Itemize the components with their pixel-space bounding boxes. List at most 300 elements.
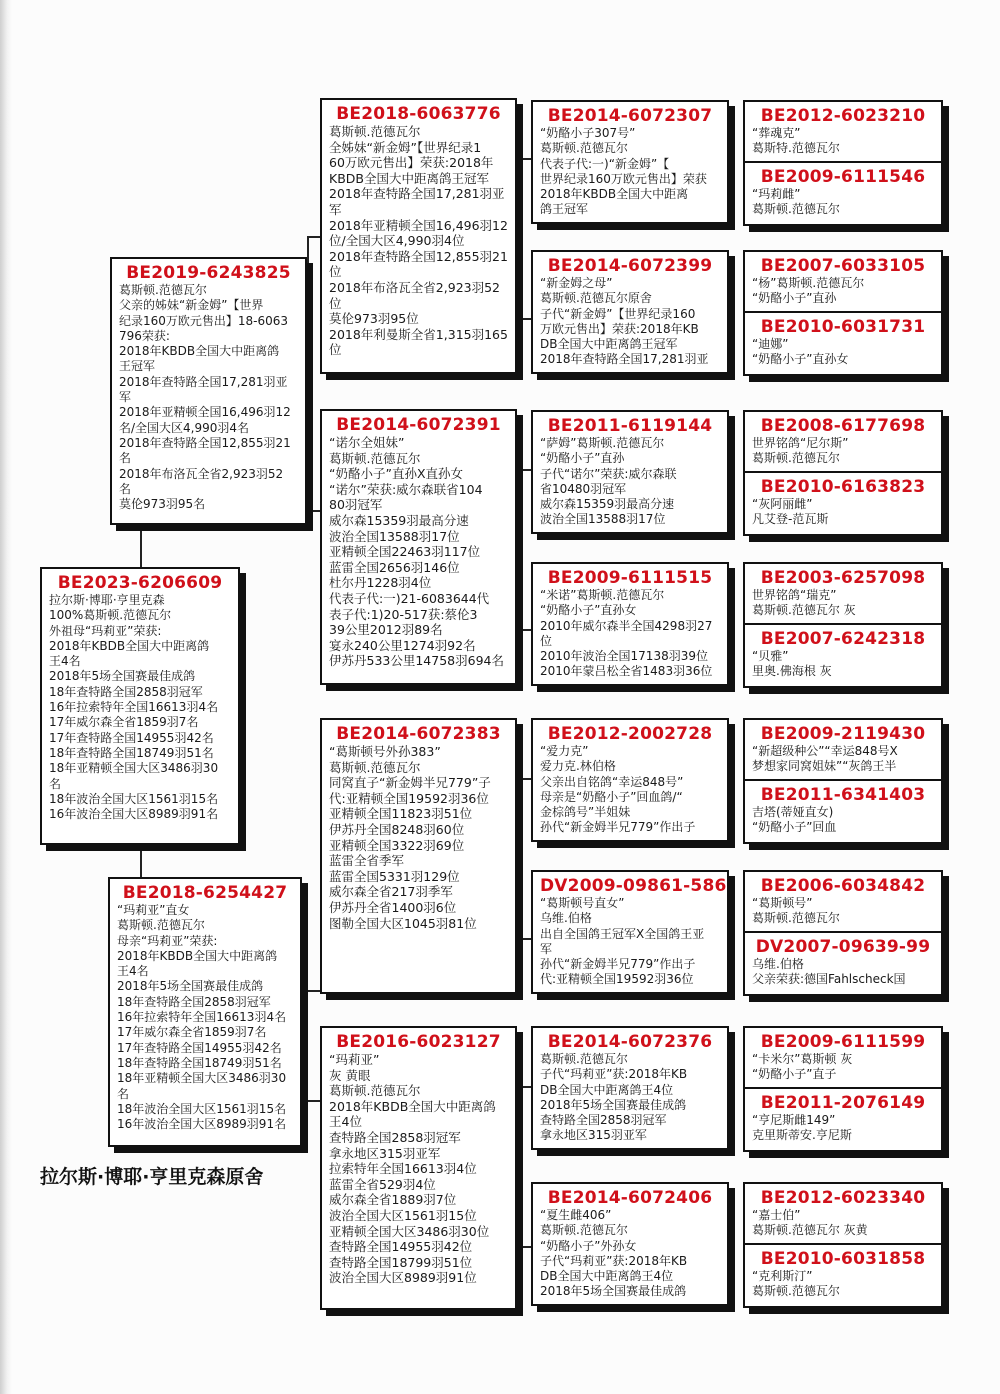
detail-line: “奶酪小子”回血: [752, 819, 837, 834]
pigeon-details: [540, 1052, 720, 1144]
detail-line: “奶酪小子”直子: [752, 1067, 837, 1082]
detail-line: 亚精顿全国大区3486羽30位: [329, 1223, 490, 1239]
pigeon-details: [752, 187, 934, 218]
detail-line: “新超级种公”“幸运848号X: [752, 744, 898, 758]
detail-line: DB全国大中距离鸽王4位: [540, 1269, 674, 1284]
detail-line: 葛斯顿.范德瓦尔: [752, 911, 840, 926]
ring-number: BE2009-6111546: [760, 166, 926, 187]
detail-line: 拉尔斯·博耶·亨里克森: [49, 593, 165, 607]
detail-line: 里奥.佛海根 灰: [752, 663, 832, 678]
detail-line: 18年亚精顿全国大区3486羽30: [117, 1071, 287, 1086]
detail-line: 名: [117, 1086, 130, 1101]
ring-number: BE2014-6072383: [336, 724, 501, 744]
detail-line: 18年查特路全国2858羽冠军: [117, 994, 271, 1009]
detail-line: “奶酪小子”直孙: [540, 451, 625, 466]
connector-line: [302, 1100, 320, 1102]
detail-line: “葛斯顿号”: [752, 896, 813, 910]
ancestor-dam: [745, 779, 941, 836]
detail-line: 金棕鸽号”半姐妹: [540, 805, 631, 820]
great-grandparent-card: [531, 250, 729, 374]
detail-line: 2018年KBDB全国大中距离: [540, 187, 689, 202]
pigeon-details: [752, 649, 934, 680]
detail-line: 爱力克.林伯格: [540, 759, 616, 774]
pigeon-details: [752, 1052, 934, 1083]
detail-line: 表子代:1)20-517获:蔡伦3: [329, 606, 478, 622]
subject-pigeon-card: [40, 567, 240, 845]
detail-line: 威尔森全省1889羽7位: [329, 1192, 457, 1208]
farm-name: 拉尔斯·博耶·亨里克森原舍: [40, 1166, 264, 1188]
ancestor-sire: [752, 876, 934, 927]
ring-number: BE2006-6034842: [760, 876, 926, 896]
pigeon-details: [329, 124, 508, 358]
detail-line: 拉索特年全国16613羽4位: [329, 1161, 477, 1177]
detail-line: 子代“玛莉亚”获:2018年KB: [540, 1067, 688, 1082]
detail-line: 拿永地区315羽亚军: [540, 1128, 647, 1143]
dam-card: [108, 877, 302, 1147]
great-great-grandparents-pair-card: [743, 1026, 943, 1152]
detail-line: 2018年亚精顿全国16,496羽12: [119, 405, 291, 420]
pigeon-details: [752, 276, 934, 307]
ring-number: BE2008-6177698: [760, 416, 926, 436]
pigeon-details: [752, 436, 934, 467]
ring-number: BE2009-2119430: [760, 724, 926, 744]
pigeon-details: [540, 896, 720, 988]
pigeon-details: [119, 283, 298, 512]
pigeon-details: [540, 126, 720, 218]
detail-line: 2018年布洛瓦全省2,923羽52: [119, 466, 284, 481]
great-grandparent-card: [531, 870, 729, 994]
great-great-grandparents-pair-card: [743, 562, 943, 688]
detail-line: 世界纪录160万欧元售出】荣获: [540, 171, 707, 186]
detail-line: 17年查特路全国14955羽42名: [49, 730, 214, 745]
detail-line: 位: [329, 264, 342, 280]
great-great-grandparents-pair-card: [743, 718, 943, 844]
detail-line: 王4位: [329, 1114, 362, 1130]
great-great-grandparents-pair-card: [743, 250, 943, 376]
granddam-paternal-card: [320, 409, 517, 685]
detail-line: 查特路全国14955羽42位: [329, 1239, 473, 1255]
detail-line: 葛斯顿.范德瓦尔: [540, 141, 628, 156]
detail-line: 父亲荣获:德国Fahlscheck国: [752, 971, 906, 986]
detail-line: 克里斯蒂安.亨尼斯: [752, 1127, 852, 1142]
detail-line: “葛斯顿号外孙383”: [329, 744, 441, 759]
detail-line: 灰 黄眼: [329, 1067, 371, 1083]
detail-line: “诺尔全姐妹”: [329, 435, 405, 450]
great-great-grandparents-pair-card: [743, 100, 943, 226]
detail-line: “奶酪小子307号”: [540, 126, 636, 140]
connector-line: [307, 236, 309, 296]
detail-line: 2018年5场全国赛最佳成鸽: [540, 1284, 687, 1299]
detail-line: 2018年亚精顿全国16,496羽12: [329, 217, 508, 233]
detail-line: 2018年查特路全国17,281羽亚: [329, 186, 505, 202]
detail-line: 2018年KBDB全国大中距离鸽: [329, 1098, 496, 1114]
detail-line: 外祖母“玛莉亚”荣获:: [49, 623, 162, 638]
great-grandparent-card: [531, 100, 729, 224]
great-grandparent-card: [531, 718, 729, 842]
ring-number: BE2018-6254427: [122, 883, 288, 903]
ring-number: BE2012-2002728: [547, 724, 713, 744]
pigeon-details: [752, 957, 934, 988]
detail-line: 代:亚精顿全国19592羽36位: [329, 790, 489, 806]
pigeon-details: [752, 1269, 934, 1300]
detail-line: “克利斯汀”: [752, 1268, 813, 1283]
detail-line: 葛斯顿.范德瓦尔: [752, 1283, 840, 1298]
detail-line: 母亲“玛莉亚”荣获:: [117, 933, 218, 948]
detail-line: 莫伦973羽95位: [329, 311, 419, 327]
detail-line: 18年亚精顿全国大区3486羽30: [49, 761, 219, 776]
detail-line: 18年查特路全国2858羽冠军: [49, 684, 203, 699]
grandsire-maternal-card: [320, 718, 517, 994]
connector-line: [307, 510, 320, 512]
detail-line: 杜尔丹1228羽4位: [329, 575, 432, 591]
detail-line: 王冠军: [119, 359, 156, 374]
pigeon-details: [540, 744, 720, 836]
detail-line: 莫伦973羽95名: [119, 497, 206, 512]
detail-line: 梦想家同窝姐妹”“灰鸽王半: [752, 759, 897, 774]
ring-number: BE2014-6072376: [547, 1032, 713, 1052]
detail-line: 蓝雷全省季军: [329, 853, 405, 869]
detail-line: 亚精顿全国11823羽51位: [329, 806, 473, 822]
detail-line: 2018年查特路全国17,281羽亚: [540, 352, 709, 367]
detail-line: 伊苏丹全省1400羽6位: [329, 899, 457, 915]
pigeon-details: [752, 126, 934, 157]
detail-line: 同窝直子“新金姆半兄779”子: [329, 775, 491, 791]
detail-line: 葛斯顿.范德瓦尔原舍: [540, 291, 652, 306]
ring-number: BE2009-6111599: [760, 1032, 926, 1052]
detail-line: 全姊妹“新金姆”【世界纪录1: [329, 139, 482, 155]
connector-line: [517, 469, 531, 471]
detail-line: “新金姆之母”: [540, 276, 613, 290]
great-grandparent-card: [531, 1182, 729, 1306]
detail-line: 母亲是“奶酪小子”回血鸽/“: [540, 789, 683, 804]
connector-line: [517, 158, 531, 160]
ancestor-sire: [752, 724, 934, 775]
ring-number: BE2014-6072391: [336, 415, 501, 435]
detail-line: “杨”葛斯顿.范德瓦尔: [752, 276, 865, 290]
ring-number: BE2010-6031731: [760, 316, 926, 337]
detail-line: 波治全国13588羽17位: [540, 512, 666, 527]
detail-line: 17年查特路全国14955羽42名: [117, 1040, 282, 1055]
detail-line: DB全国大中距离鸽王4位: [540, 1082, 674, 1097]
detail-line: “葬魂克”: [752, 126, 801, 140]
ring-number: BE2011-2076149: [760, 1092, 926, 1113]
detail-line: KBDB全国大中距离鸽王冠军: [329, 170, 489, 186]
pigeon-details: [540, 436, 720, 528]
detail-line: “奶酪小子”直孙女: [540, 603, 637, 618]
detail-line: 威尔森15359羽最高分速: [329, 512, 469, 528]
detail-line: 葛斯顿.范德瓦尔: [752, 451, 840, 466]
detail-line: 代表子代:一)21-6083644代: [329, 590, 490, 606]
connector-line: [307, 470, 309, 510]
detail-line: 军: [329, 201, 342, 217]
pigeon-details: [752, 588, 934, 619]
detail-line: 孙代“新金姆半兄779”作出子: [540, 820, 696, 835]
detail-line: 葛斯顿.范德瓦尔: [119, 283, 207, 297]
ring-number: BE2014-6072307: [547, 106, 713, 126]
detail-line: 威尔森15359羽最高分速: [540, 497, 675, 512]
connector-line: [517, 778, 531, 780]
detail-line: “葛斯顿号直女”: [540, 896, 625, 910]
detail-line: 名: [119, 481, 132, 496]
pigeon-details: [752, 1113, 934, 1144]
ring-number: BE2014-6072406: [547, 1188, 713, 1208]
detail-line: 16年拉索特年全国16613羽4名: [117, 1010, 287, 1025]
detail-line: “亨尼斯雌149”: [752, 1112, 836, 1127]
detail-line: 蓝雷全省529羽4位: [329, 1176, 436, 1192]
detail-line: 2018年利曼斯全省1,315羽165: [329, 326, 508, 342]
detail-line: “玛莉雌”: [752, 186, 801, 201]
detail-line: 60万欧元售出】荣获:2018年: [329, 155, 494, 171]
ancestor-dam: [745, 1087, 941, 1144]
detail-line: “奶酪小子”直孙X直孙女: [329, 466, 464, 482]
pigeon-details: [540, 276, 720, 368]
pigeon-details: [117, 903, 293, 1132]
detail-line: 代:亚精顿全国19592羽36位: [540, 972, 694, 987]
detail-line: “米诺”葛斯顿.范德瓦尔: [540, 588, 665, 602]
detail-line: 省10480羽冠军: [540, 481, 627, 496]
detail-line: 16年拉索特年全国16613羽4名: [49, 700, 219, 715]
ring-number: BE2012-6023340: [760, 1188, 926, 1208]
detail-line: “诺尔”荣获:威尔森联省104: [329, 481, 483, 497]
detail-line: 葛斯特.范德瓦尔: [752, 141, 840, 156]
connector-line: [517, 938, 531, 940]
pigeon-details: [752, 1208, 934, 1239]
ring-number: BE2011-6341403: [760, 784, 926, 805]
detail-line: “玛莉亚”: [329, 1052, 380, 1067]
detail-line: 2010年波治全国17138羽39位: [540, 649, 708, 664]
detail-line: 乌维.伯格: [540, 911, 592, 926]
ancestor-dam: [745, 931, 941, 988]
detail-line: 拿永地区315羽亚军: [329, 1145, 441, 1161]
detail-line: 世界铭鸽“瑞克”: [752, 588, 837, 602]
detail-line: 位: [329, 342, 342, 358]
connector-line: [302, 990, 304, 1020]
detail-line: 伊苏丹533公里14758羽694名: [329, 653, 504, 669]
detail-line: 39公里2012羽89名: [329, 622, 443, 638]
grandsire-paternal-card: [320, 98, 517, 374]
ancestor-sire: [752, 568, 934, 619]
detail-line: 亚精顿全国22463羽117位: [329, 544, 481, 560]
detail-line: 子代“玛莉亚”获:2018年KB: [540, 1253, 688, 1268]
detail-line: 16年波治全国大区8989羽91名: [117, 1117, 287, 1132]
ring-number: DV2009-09861-586: [540, 876, 727, 896]
detail-line: 2010年蒙吕松全省1483羽36位: [540, 664, 713, 679]
detail-line: 万欧元售出】荣获:2018年KB: [540, 321, 699, 336]
detail-line: 蓝雷全国2656羽146位: [329, 559, 460, 575]
ring-number: BE2018-6063776: [336, 104, 501, 124]
pigeon-details: [752, 744, 934, 775]
detail-line: 2018年查特路全国12,855羽21: [329, 248, 508, 264]
connector-line: [302, 990, 320, 992]
ancestor-dam: [745, 161, 941, 218]
detail-line: 葛斯顿.范德瓦尔: [540, 1052, 628, 1066]
connector-line: [517, 1246, 531, 1248]
ring-number: BE2016-6023127: [336, 1032, 501, 1052]
great-grandparent-card: [531, 562, 729, 686]
detail-line: “夏生雌406”: [540, 1208, 612, 1222]
ring-number: DV2007-09639-99: [755, 936, 931, 957]
ring-number: BE2019-6243825: [126, 263, 291, 283]
pigeon-details: [752, 896, 934, 927]
detail-line: 葛斯顿.范德瓦尔 灰: [752, 603, 856, 618]
detail-line: “玛莉亚”直女: [117, 903, 190, 917]
detail-line: 出自全国鸽王冠军X全国鸽王亚: [540, 926, 705, 941]
connector-line: [140, 525, 142, 567]
detail-line: 100%葛斯顿.范德瓦尔: [49, 608, 172, 623]
great-grandparent-card: [531, 410, 729, 534]
detail-line: 军: [119, 390, 132, 405]
detail-line: 查特路全国2858羽冠军: [329, 1129, 461, 1145]
detail-line: 2018年5场全国赛最佳成鸽: [540, 1097, 687, 1112]
detail-line: “卡米尔”葛斯顿 灰: [752, 1052, 853, 1066]
connector-line: [140, 845, 142, 877]
ancestor-sire: [752, 106, 934, 157]
ring-number: BE2014-6072399: [547, 256, 713, 276]
detail-line: 18年波治全国大区1561羽15名: [117, 1101, 287, 1116]
detail-line: 2018年布洛瓦全省2,923羽52: [329, 279, 501, 295]
detail-line: 葛斯顿.范德瓦尔: [752, 201, 840, 216]
great-great-grandparents-pair-card: [743, 1182, 943, 1308]
detail-line: 位: [329, 295, 342, 311]
detail-line: “嘉士伯”: [752, 1208, 801, 1222]
detail-line: 2018年查特路全国12,855羽21: [119, 435, 291, 450]
detail-line: 葛斯顿.范德瓦尔: [329, 450, 421, 466]
detail-line: 父亲的姊妹“新金姆”【世界: [119, 298, 264, 313]
detail-line: 2018年KBDB全国大中距离鸽: [49, 638, 210, 653]
detail-line: 子代“新金姆”【世界纪录160: [540, 306, 696, 321]
great-great-grandparents-pair-card: [743, 870, 943, 996]
detail-line: 王4名: [49, 654, 81, 669]
pigeon-details: [329, 1052, 508, 1286]
pigeon-details: [752, 337, 934, 368]
detail-line: 纪录160万欧元售出】18-6063: [119, 313, 289, 328]
detail-line: 凡艾登-范瓦斯: [752, 511, 829, 526]
detail-line: 名: [49, 776, 62, 791]
detail-line: 2018年5场全国赛最佳成鸽: [49, 669, 196, 684]
connector-line: [517, 629, 531, 631]
detail-line: 军: [540, 941, 553, 956]
detail-line: “奶酪小子”直孙女: [752, 351, 849, 366]
detail-line: 查特路全国18799羽51位: [329, 1254, 473, 1270]
detail-line: 80羽冠军: [329, 497, 383, 513]
detail-line: 王4名: [117, 964, 149, 979]
pigeon-details: [329, 744, 508, 931]
pigeon-details: [752, 497, 934, 528]
detail-line: 葛斯顿.范德瓦尔 灰黄: [752, 1223, 868, 1238]
detail-line: 乌维.伯格: [752, 956, 804, 971]
detail-line: 子代“诺尔”荣获:威尔森联: [540, 466, 677, 481]
pigeon-details: [540, 1208, 720, 1300]
ancestor-sire: [752, 256, 934, 307]
detail-line: 葛斯顿.范德瓦尔: [329, 759, 421, 775]
detail-line: 2010年威尔森半全国4298羽27: [540, 618, 713, 633]
detail-line: 查特路全国2858羽冠军: [540, 1113, 667, 1128]
detail-line: 图勒全国大区1045羽81位: [329, 915, 477, 931]
detail-line: 2018年5场全国赛最佳成鸽: [117, 979, 264, 994]
great-grandparent-card: [531, 1026, 729, 1150]
detail-line: 代表子代:一)“新金姆”【: [540, 156, 670, 171]
detail-line: 伊苏丹全国8248羽60位: [329, 821, 465, 837]
detail-line: 葛斯顿.范德瓦尔: [540, 1223, 628, 1238]
ring-number: BE2012-6023210: [760, 106, 926, 126]
detail-line: 孙代“新金姆半兄779”作出子: [540, 957, 696, 972]
ring-number: BE2010-6031858: [760, 1248, 926, 1269]
detail-line: “贝雅”: [752, 648, 789, 663]
ring-number: BE2023-6206609: [57, 573, 223, 593]
sire-card: [110, 257, 307, 525]
detail-line: 18年查特路全国18749羽51名: [49, 745, 214, 760]
detail-line: 蓝雷全国5331羽129位: [329, 868, 460, 884]
scan-edge-shadow: [0, 0, 12, 1394]
detail-line: 波治全国大区1561羽15位: [329, 1207, 477, 1223]
detail-line: 波治全国大区8989羽91位: [329, 1270, 477, 1286]
detail-line: 父亲出自铭鸽“幸运848号”: [540, 774, 684, 789]
detail-line: “爱力克”: [540, 744, 589, 758]
ancestor-dam: [745, 623, 941, 680]
detail-line: 波治全国13588羽17位: [329, 528, 460, 544]
detail-line: 威尔森全省217羽季军: [329, 884, 453, 900]
pigeon-details: [540, 588, 720, 680]
detail-line: 796荣获:: [119, 328, 170, 343]
ancestor-dam: [745, 1243, 941, 1300]
detail-line: “奶酪小子”直孙: [752, 291, 837, 306]
detail-line: 18年查特路全国18749羽51名: [117, 1055, 282, 1070]
detail-line: 位/全国大区4,990羽4位: [329, 233, 465, 249]
detail-line: 亚精顿全国3322羽69位: [329, 837, 465, 853]
ring-number: BE2011-6119144: [547, 416, 713, 436]
ring-number: BE2007-6242318: [760, 628, 926, 649]
detail-line: 位: [540, 633, 553, 648]
detail-line: 17年威尔森全省1859羽7名: [117, 1025, 267, 1040]
detail-line: “灰阿丽雌”: [752, 496, 813, 511]
detail-line: 世界铭鸽“尼尔斯”: [752, 436, 849, 450]
detail-line: 17年威尔森全省1859羽7名: [49, 715, 199, 730]
detail-line: 2018年KBDB全国大中距离鸽: [119, 344, 280, 359]
detail-line: “奶酪小子”外孙女: [540, 1238, 637, 1253]
ancestor-sire: [752, 416, 934, 467]
pigeon-details: [329, 435, 508, 669]
detail-line: 吉塔(蒂娅直女): [752, 804, 834, 819]
great-great-grandparents-pair-card: [743, 410, 943, 536]
connector-line: [517, 318, 531, 320]
detail-line: 2018年KBDB全国大中距离鸽: [117, 948, 278, 963]
ring-number: BE2010-6163823: [760, 476, 926, 497]
pigeon-details: [49, 593, 231, 822]
detail-line: 鸽王冠军: [540, 202, 589, 217]
detail-line: 2018年查特路全国17,281羽亚: [119, 374, 288, 389]
granddam-maternal-card: [320, 1026, 517, 1310]
ring-number: BE2009-6111515: [547, 568, 713, 588]
detail-line: 宴永240公里1274羽92名: [329, 637, 476, 653]
ring-number: BE2003-6257098: [760, 568, 926, 588]
detail-line: 葛斯顿.范德瓦尔: [329, 1083, 421, 1099]
detail-line: 葛斯顿.范德瓦尔: [329, 124, 421, 139]
detail-line: 名/全国大区4,990羽4名: [119, 420, 250, 435]
pigeon-details: [752, 805, 934, 836]
detail-line: “迪娜”: [752, 336, 789, 351]
ancestor-dam: [745, 471, 941, 528]
ancestor-sire: [752, 1032, 934, 1083]
detail-line: DB全国大中距离鸽王冠军: [540, 337, 678, 352]
detail-line: 18年波治全国大区1561羽15名: [49, 791, 219, 806]
ancestor-dam: [745, 311, 941, 368]
detail-line: 葛斯顿.范德瓦尔: [117, 918, 205, 933]
ring-number: BE2007-6033105: [760, 256, 926, 276]
detail-line: 名: [119, 451, 132, 466]
detail-line: 16年波治全国大区8989羽91名: [49, 807, 219, 822]
ancestor-sire: [752, 1188, 934, 1239]
detail-line: “萨姆”葛斯顿.范德瓦尔: [540, 436, 665, 450]
